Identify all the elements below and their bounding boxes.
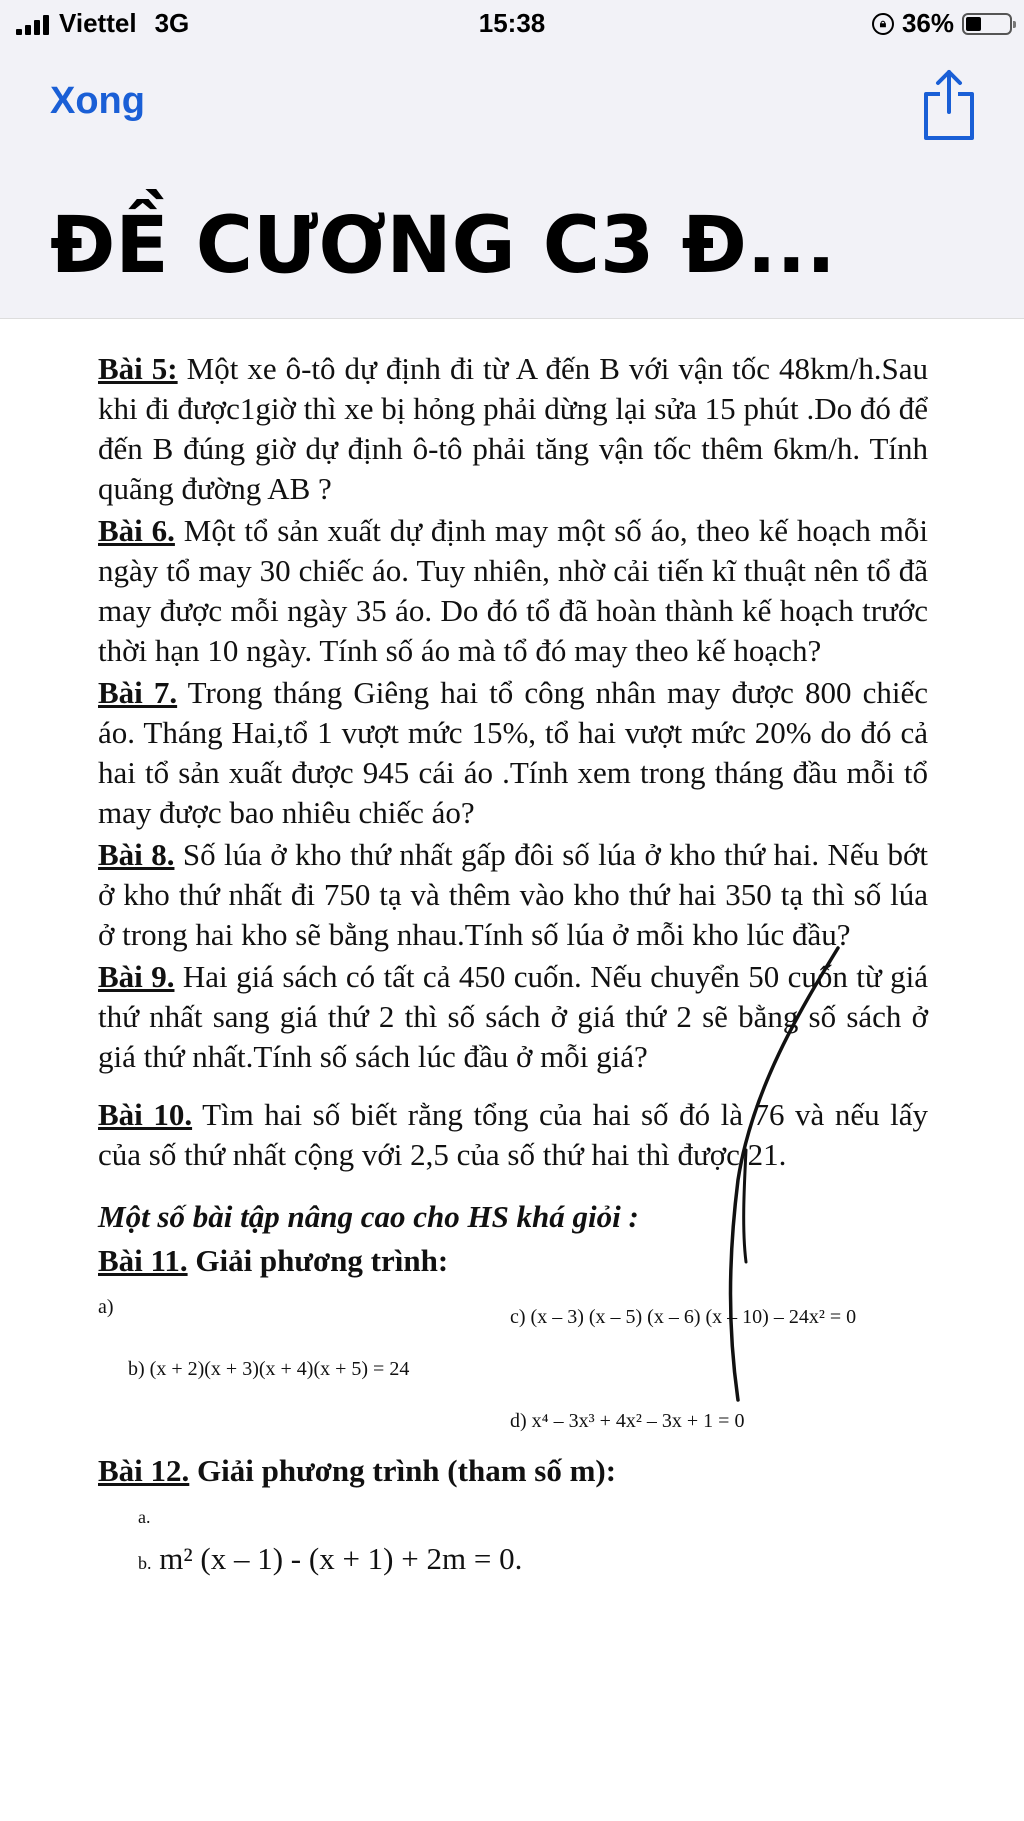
problem-5 — [98, 349, 928, 509]
equation-c: c) (x – 3) (x – 5) (x – 6) (x – 10) – 24x² = 0 — [510, 1306, 857, 1328]
battery-area — [872, 8, 1012, 39]
equation-row — [98, 1333, 928, 1385]
share-icon[interactable] — [922, 68, 976, 142]
equation-row — [98, 1281, 928, 1333]
problem-label: Bài 11. — [98, 1243, 188, 1278]
equation-row — [138, 1539, 928, 1583]
nav-bar — [0, 50, 1024, 138]
problem-text: Một xe ô-tô dự định đi từ A đến B với vận tốc 48km/h.Sau khi đi được1giờ thì xe bị hỏng phải dừng lại sửa 15 phút .Do đó để đến B đúng giờ dự định ô-tô phải tăng vận tốc thêm 6km/h. Tính quãng đường AB ? — [98, 351, 928, 506]
problem-text: Số lúa ở kho thứ nhất gấp đôi số lúa ở kho thứ hai. Nếu bớt ở kho thứ nhất đi 750 tạ và thêm vào kho thứ hai 350 tạ thì số lúa ở trong hai kho sẽ bằng nhau.Tính số lúa ở mỗi kho lúc đầu? — [98, 837, 929, 952]
problem-text: Một tổ sản xuất dự định may một số áo, theo kế hoạch mỗi ngày tổ may 30 chiếc áo. Tuy nhiên, nhờ cải tiến kĩ thuật nên tổ đã may được mỗi ngày 35 áo. Do đó tổ đã hoàn thành kế hoạch trước thời hạn 10 ngày. Tính số áo mà tổ đó may theo kế hoạch? — [98, 513, 928, 668]
advanced-heading: Một số bài tập nâng cao cho HS khá giỏi : — [98, 1199, 639, 1234]
clock: 15:38 — [478, 8, 546, 38]
carrier-name: Viettel — [59, 8, 137, 38]
problem-label: Bài 8. — [98, 837, 175, 872]
item-b-label: b. — [138, 1553, 152, 1573]
problem-8 — [98, 835, 928, 955]
equation-row — [98, 1385, 928, 1437]
document-content — [98, 349, 928, 1583]
equation-b: b) (x + 2)(x + 3)(x + 4)(x + 5) = 24 — [128, 1358, 410, 1380]
item-a-label: a) — [98, 1296, 114, 1318]
status-bar — [0, 0, 1024, 50]
problem-10 — [98, 1095, 928, 1175]
item-a-label: a. — [138, 1507, 151, 1527]
problem-7 — [98, 673, 928, 833]
problem-label: Bài 7. — [98, 675, 178, 710]
problem-text: Hai giá sách có tất cả 450 cuốn. Nếu chuyển 50 cuốn từ giá thứ nhất sang giá thứ 2 thì số sách ở giá thứ 2 sẽ bằng số sách ở giá thứ nhất.Tính số sách lúc đầu ở mỗi giá? — [98, 959, 929, 1074]
done-button[interactable]: Xong — [50, 80, 145, 122]
problem-label: Bài 9. — [98, 959, 175, 994]
problem-12-heading — [98, 1451, 928, 1491]
orientation-lock-icon: 🔒︎ — [872, 13, 894, 35]
document-title: ĐỀ CƯƠNG C3 Đ... — [50, 201, 836, 291]
problem-label: Bài 5: — [98, 351, 178, 386]
problem-11-heading — [98, 1241, 928, 1281]
equation-d: d) x⁴ – 3x³ + 4x² – 3x + 1 = 0 — [510, 1410, 745, 1432]
equation-12b: m² (x – 1) - (x + 1) + 2m = 0. — [159, 1541, 523, 1576]
problem-label: Bài 12. — [98, 1453, 190, 1488]
battery-fill — [966, 17, 981, 31]
problem-title: Giải phương trình (tham số m): — [197, 1453, 617, 1488]
problem-9 — [98, 957, 928, 1077]
battery-percent: 36% — [901, 8, 954, 38]
problem-label: Bài 10. — [98, 1097, 193, 1132]
problem-title: Giải phương trình: — [195, 1243, 449, 1278]
document-page[interactable] — [0, 318, 1024, 1821]
battery-icon — [962, 13, 1012, 35]
problem-label: Bài 6. — [98, 513, 175, 548]
problem-text: Trong tháng Giêng hai tổ công nhân may được 800 chiếc áo. Tháng Hai,tổ 1 vượt mức 15%, tổ hai vượt mức 20% do đó cả hai tổ sản xuất được 945 cái áo .Tính xem trong tháng đầu mỗi tổ may được bao nhiêu chiếc áo? — [98, 675, 928, 830]
network-type: 3G — [154, 8, 190, 38]
problem-6 — [98, 511, 928, 671]
problem-text: Tìm hai số biết rằng tổng của hai số đó là 76 và nếu lấy của số thứ nhất cộng với 2,5 của số thứ hai thì được 21. — [98, 1097, 928, 1172]
